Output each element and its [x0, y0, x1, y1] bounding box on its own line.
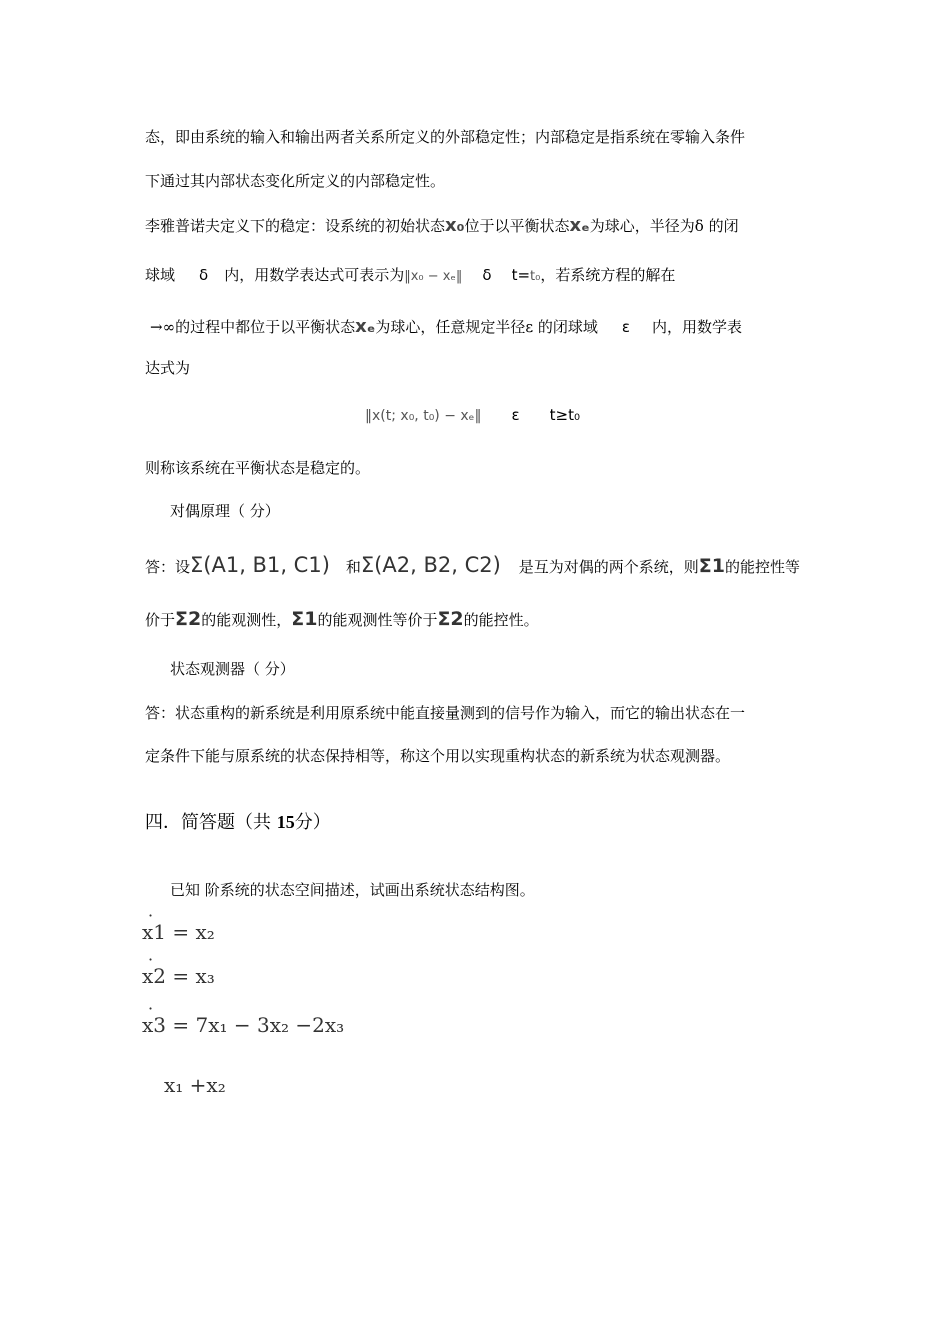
- section-heading: 四．简答题（共 15分）: [145, 812, 331, 833]
- system-1-expression: Σ(A1, B1, C1): [190, 553, 330, 577]
- lyapunov-definition-line: 李雅普诺夫定义下的稳定：设系统的初始状态x₀位于以平衡状态xₑ为球心，半径为δ 的闭: [145, 215, 739, 236]
- state-equation-1: · x1 = x₂: [142, 920, 215, 944]
- paragraph-line: 则称该系统在平衡状态是稳定的。: [145, 459, 371, 477]
- system-2-expression: Σ(A2, B2, C2): [360, 553, 501, 577]
- state-equation-3: · x3 = 7x₁ − 3x₂ −2x₃: [142, 1013, 344, 1037]
- paragraph-line: 下通过其内部状态变化所定义的内部稳定性。: [145, 172, 446, 190]
- stability-formula: ‖x(t; x₀, t₀) − xₑ‖ ε t≥t₀: [365, 406, 580, 424]
- x0-symbol: x₀: [445, 215, 465, 236]
- paragraph-line: 定条件下能与原系统的状态保持相等，称这个用以实现重构状态的新系统为状态观测器。: [145, 747, 731, 765]
- duality-answer-line: 答：设Σ(A1, B1, C1) 和Σ(A2, B2, C2) 是互为对偶的两个系统，则Σ1的能控性等: [145, 553, 801, 577]
- paragraph-line: 球域 δ 内，用数学表达式可表示为‖x₀ − xₑ‖ δ t=t₀，若系统方程的解在: [145, 266, 676, 284]
- norm-expression: ‖x₀ − xₑ‖: [404, 269, 463, 284]
- paragraph-line: 态，即由系统的输入和输出两者关系所定义的外部稳定性；内部稳定是指系统在零输入条件: [145, 128, 746, 146]
- output-equation: x₁ +x₂: [164, 1073, 226, 1097]
- state-equation-2: · x2 = x₃: [142, 964, 215, 988]
- xe-symbol: xₑ: [569, 215, 590, 236]
- paragraph-line: 答：状态重构的新系统是利用原系统中能直接量测到的信号作为输入，而它的输出状态在一: [145, 704, 746, 722]
- paragraph-line: →∞的过程中都位于以平衡状态xₑ为球心，任意规定半径ε 的闭球域 ε 内，用数学表: [150, 316, 742, 337]
- duality-answer-line: 价于Σ2的能观测性，Σ1的能观测性等价于Σ2的能控性。: [145, 608, 539, 630]
- question-text: 已知 阶系统的状态空间描述，试画出系统状态结构图。: [170, 881, 535, 899]
- subheading-duality: 对偶原理（ 分）: [170, 502, 280, 520]
- paragraph-line: 达式为: [145, 359, 191, 377]
- subheading-observer: 状态观测器（ 分）: [170, 660, 295, 678]
